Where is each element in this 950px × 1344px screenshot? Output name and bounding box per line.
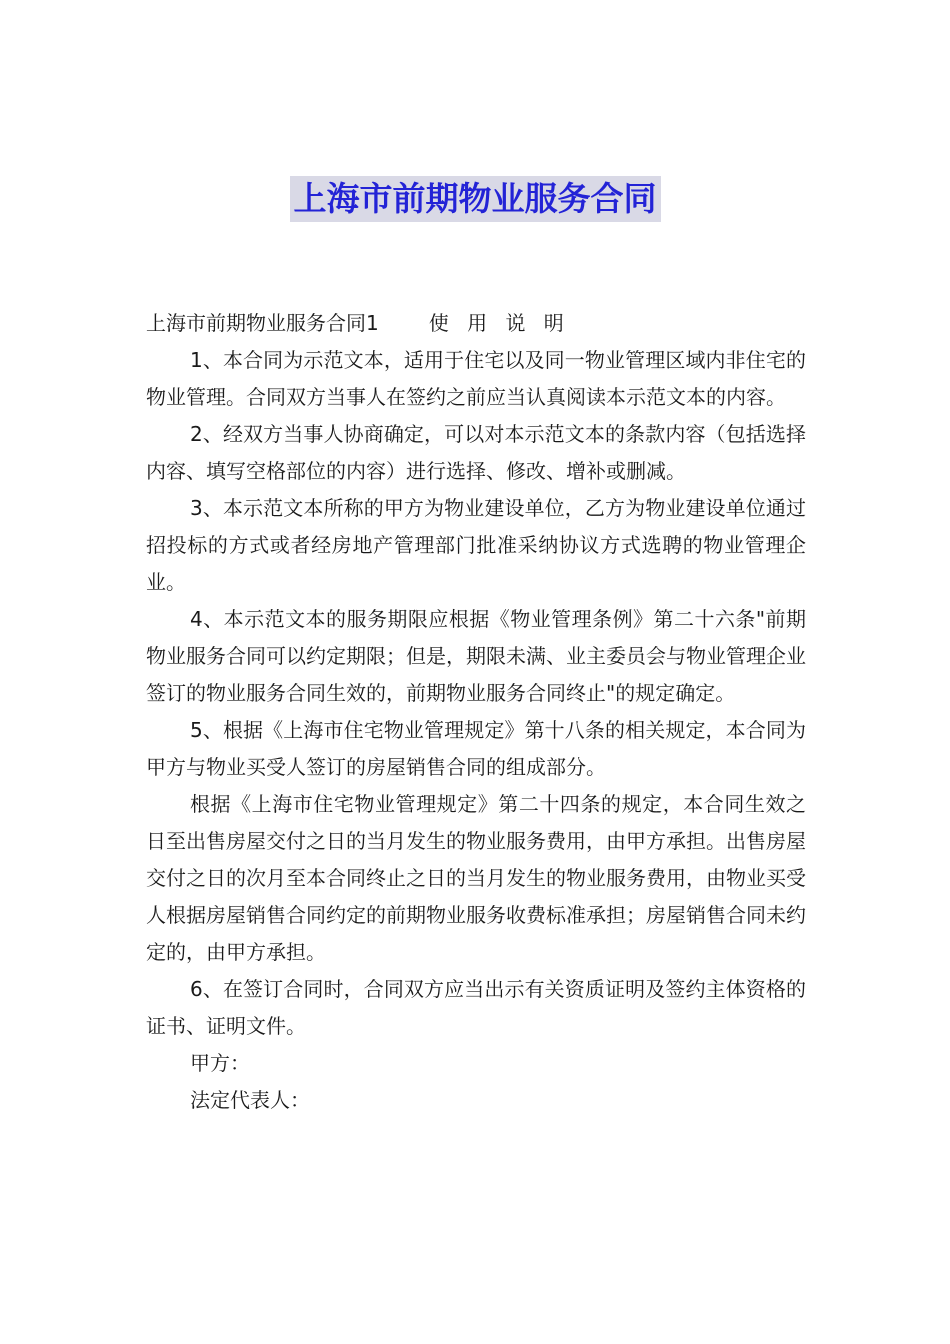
usage-instructions-label: 使 用 说 明 [428,311,570,335]
paragraph-7: 6、在签订合同时，合同双方应当出示有关资质证明及签约主体资格的证书、证明文件。 [146,977,806,1038]
paragraph-2: 2、经双方当事人协商确定，可以对本示范文本的条款内容（包括选择内容、填写空格部位的内容）进行选择、修改、增补或删减。 [146,422,806,483]
paragraph-4: 4、本示范文本的服务期限应根据《物业管理条例》第二十六条"前期物业服务合同可以约定期限；但是，期限未满、业主委员会与物业管理企业签订的物业服务合同生效的，前期物业服务合同终止"的规定确定。 [146,607,806,705]
heading-line [146,305,806,342]
paragraph-3: 3、本示范文本所称的甲方为物业建设单位，乙方为物业建设单位通过招投标的方式或者经房地产管理部门批准采纳协议方式选聘的物业管理企业。 [146,496,806,594]
party-a-label: 甲方： [190,1051,250,1075]
paragraph-6: 根据《上海市住宅物业管理规定》第二十四条的规定，本合同生效之日至出售房屋交付之日的当月发生的物业服务费用，由甲方承担。出售房屋交付之日的次月至本合同终止之日的当月发生的物业服务费用，由物业买受人根据房屋销售合同约定的前期物业服务收费标准承担；房屋销售合同未约定的，由甲方承担。 [146,792,806,964]
contract-heading: 上海市前期物业服务合同1 [146,311,379,335]
document-body [146,305,806,1119]
document-title: 上海市前期物业服务合同 [290,176,661,222]
legal-representative-label: 法定代表人： [190,1088,310,1112]
paragraph-5: 5、根据《上海市住宅物业管理规定》第十八条的相关规定，本合同为甲方与物业买受人签订的房屋销售合同的组成部分。 [146,718,806,779]
paragraph-1: 1、本合同为示范文本，适用于住宅以及同一物业管理区域内非住宅的物业管理。合同双方当事人在签约之前应当认真阅读本示范文本的内容。 [146,348,806,409]
title-container [0,176,950,222]
